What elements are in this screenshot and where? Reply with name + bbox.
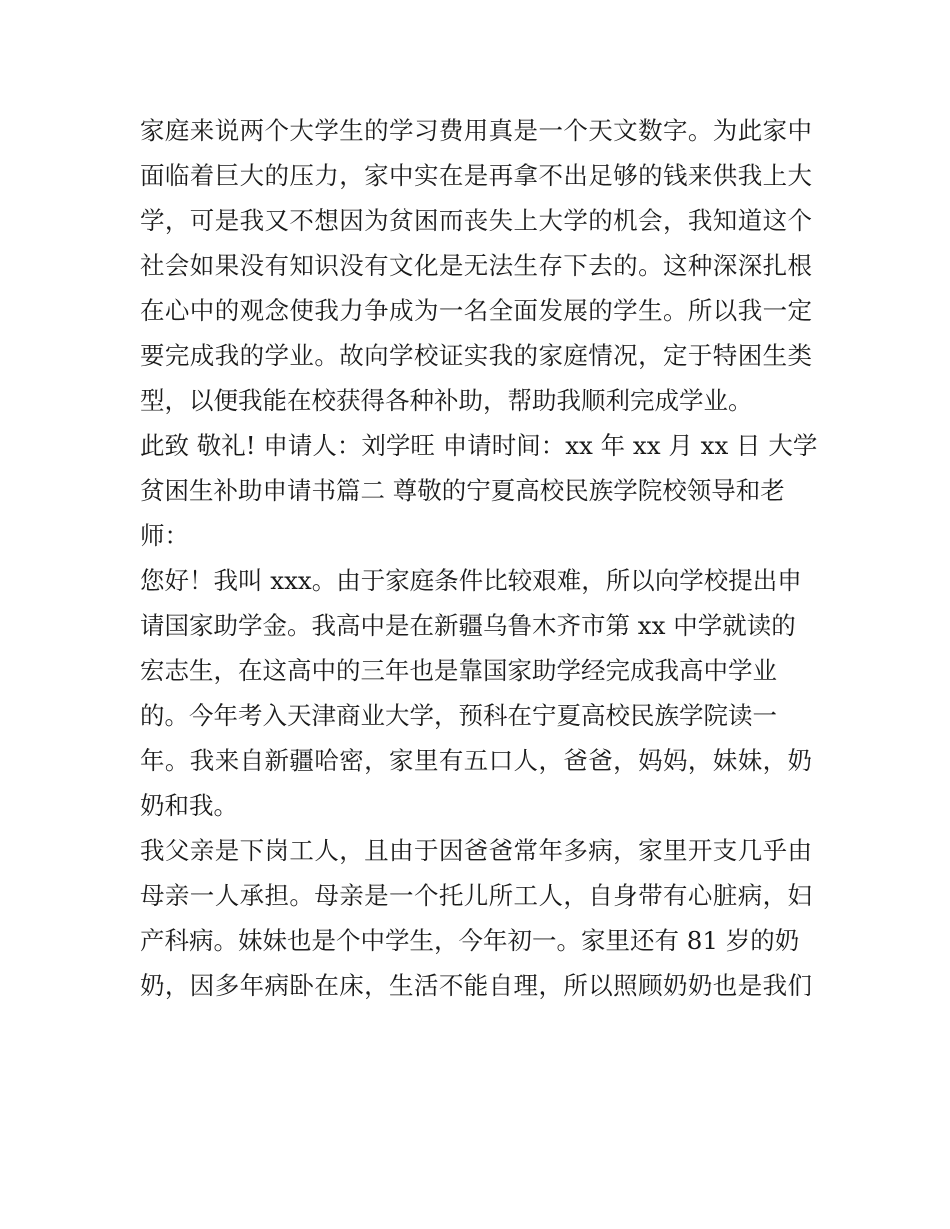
text-line: 面临着巨大的压力，家中实在是再拿不出足够的钱来供我上大 [140, 161, 812, 190]
text-line: 家庭来说两个大学生的学习费用真是一个天文数字。为此家中 [140, 116, 812, 145]
text-line: 在心中的观念使我力争成为一名全面发展的学生。所以我一定 [140, 296, 812, 325]
text-line: 奶，因多年病卧在床，生活不能自理，所以照顾奶奶也是我们 [140, 971, 812, 1000]
text-line: 师： [140, 521, 189, 550]
text-line: 您好！我叫 xxx。由于家庭条件比较艰难，所以向学校提出申 [140, 566, 802, 595]
text-line: 社会如果没有知识没有文化是无法生存下去的。这种深深扎根 [140, 251, 812, 280]
text-line: 贫困生补助申请书篇二 尊敬的宁夏高校民族学院校领导和老 [140, 476, 785, 505]
text-line: 此致 敬礼! 申请人：刘学旺 申请时间：xx 年 xx 月 xx 日 大学 [140, 431, 818, 460]
text-line: 要完成我的学业。故向学校证实我的家庭情况，定于特困生类 [140, 341, 812, 370]
text-line: 宏志生，在这高中的三年也是靠国家助学经完成我高中学业 [140, 656, 777, 685]
text-line: 的。今年考入天津商业大学，预科在宁夏高校民族学院读一 [140, 701, 777, 730]
document-body [140, 108, 820, 1008]
text-line: 我父亲是下岗工人，且由于因爸爸常年多病，家里开支几乎由 [140, 836, 812, 865]
text-line: 年。我来自新疆哈密，家里有五口人，爸爸，妈妈，妹妹，奶 [140, 746, 812, 775]
text-line: 奶和我。 [140, 791, 238, 820]
text-line: 学，可是我又不想因为贫困而丧失上大学的机会，我知道这个 [140, 206, 812, 235]
text-line: 型，以便我能在校获得各种补助，帮助我顺利完成学业。 [140, 386, 753, 415]
text-line: 产科病。妹妹也是个中学生，今年初一。家里还有 81 岁的奶 [140, 926, 800, 955]
text-line: 母亲一人承担。母亲是一个托儿所工人，自身带有心脏病，妇 [140, 881, 812, 910]
text-line: 请国家助学金。我高中是在新疆乌鲁木齐市第 xx 中学就读的 [140, 611, 796, 640]
